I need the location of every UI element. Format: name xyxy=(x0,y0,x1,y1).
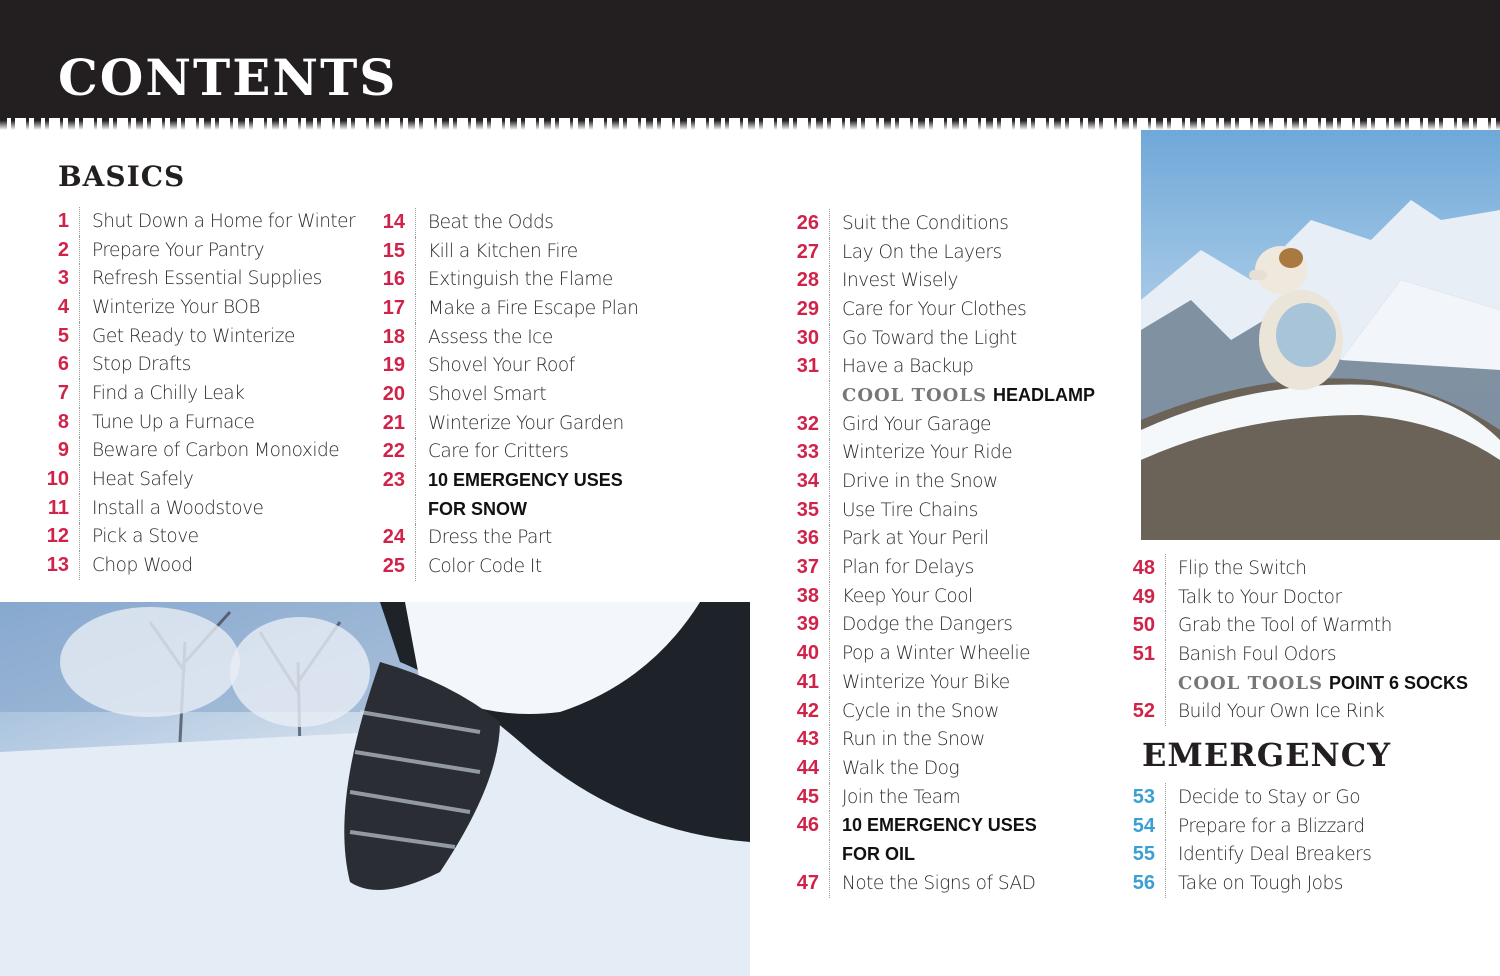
toc-entry[interactable] xyxy=(372,409,638,438)
entry-title: Dodge the Dangers xyxy=(842,614,1013,636)
entry-title: Get Ready to Winterize xyxy=(92,325,295,347)
toc-entry[interactable] xyxy=(1122,783,1371,812)
entry-title: Run in the Snow xyxy=(842,729,985,751)
page-number: 13 xyxy=(36,551,80,580)
page-number: 23 xyxy=(372,466,416,495)
page-number: 40 xyxy=(786,639,830,668)
entry-title: Stop Drafts xyxy=(92,354,191,376)
entry-title: Build Your Own Ice Rink xyxy=(1178,701,1385,723)
page-number: 37 xyxy=(786,553,830,582)
entry-title: Shovel Your Roof xyxy=(428,355,575,377)
toc-entry[interactable] xyxy=(372,552,638,581)
entry-title: Dress the Part xyxy=(428,527,552,549)
toc-entry[interactable] xyxy=(786,209,1095,238)
toc-entry[interactable] xyxy=(36,379,355,408)
toc-entry[interactable] xyxy=(786,410,1095,439)
page-number xyxy=(786,381,830,410)
page-number: 7 xyxy=(36,379,80,408)
toc-entry[interactable] xyxy=(786,324,1095,353)
entry-title: Prepare Your Pantry xyxy=(92,239,265,261)
toc-entry[interactable] xyxy=(1122,869,1371,898)
entry-title: Grab the Tool of Warmth xyxy=(1178,615,1392,637)
toc-entry[interactable] xyxy=(786,496,1095,525)
page-number: 34 xyxy=(786,467,830,496)
entry-title: Winterize Your Bike xyxy=(842,671,1010,693)
page-number: 51 xyxy=(1122,640,1166,669)
entry-title: Cycle in the Snow xyxy=(842,700,999,722)
toc-entry[interactable] xyxy=(36,322,355,351)
toc-entry[interactable] xyxy=(1122,669,1468,698)
page-number: 47 xyxy=(786,869,830,898)
toc-entry[interactable] xyxy=(372,323,638,352)
entry-title: Kill a Kitchen Fire xyxy=(428,240,578,262)
entry-title: Flip the Switch xyxy=(1178,557,1307,579)
page-number: 46 xyxy=(786,811,830,840)
toc-entry[interactable] xyxy=(786,553,1095,582)
toc-entry[interactable] xyxy=(36,523,355,552)
section-heading-emergency: EMERGENCY xyxy=(1142,736,1392,774)
toc-entry[interactable] xyxy=(36,437,355,466)
page-number: 2 xyxy=(36,236,80,265)
page-number: 56 xyxy=(1122,869,1166,898)
entry-title: Note the Signs of SAD xyxy=(842,872,1036,894)
page-number: 32 xyxy=(786,410,830,439)
toc-entry[interactable] xyxy=(786,525,1095,554)
toc-entry[interactable] xyxy=(786,783,1095,812)
page-number: 49 xyxy=(1122,583,1166,612)
page-number: 25 xyxy=(372,552,416,581)
page-number: 24 xyxy=(372,524,416,553)
entry-title: Have a Backup xyxy=(842,356,974,378)
page-number: 21 xyxy=(372,409,416,438)
cool-tools-label: COOL TOOLS xyxy=(842,384,988,406)
section-heading-basics: BASICS xyxy=(58,160,186,193)
entry-title: Gird Your Garage xyxy=(842,413,991,435)
toc-entry[interactable] xyxy=(786,639,1095,668)
entry-title: Winterize Your Ride xyxy=(842,442,1013,464)
page-number: 48 xyxy=(1122,554,1166,583)
entry-title: Prepare for a Blizzard xyxy=(1178,815,1365,837)
entry-title: FOR OIL xyxy=(842,843,915,864)
entry-title xyxy=(1166,673,1468,694)
entry-title: Make a Fire Escape Plan xyxy=(428,297,639,319)
page-number: 43 xyxy=(786,725,830,754)
toc-entry[interactable] xyxy=(1122,554,1468,583)
toc-entry[interactable] xyxy=(786,725,1095,754)
toc-column-emergency xyxy=(1122,783,1371,898)
grunge-border xyxy=(0,114,1500,130)
page-number: 8 xyxy=(36,408,80,437)
entry-title: Care for Critters xyxy=(428,441,569,463)
page-number: 26 xyxy=(786,209,830,238)
entry-title: Winterize Your BOB xyxy=(92,296,260,318)
entry-title: Winterize Your Garden xyxy=(428,412,624,434)
toc-entry[interactable] xyxy=(786,238,1095,267)
entry-title xyxy=(830,385,1095,406)
toc-entry[interactable] xyxy=(786,754,1095,783)
entry-title: Care for Your Clothes xyxy=(842,298,1027,320)
entry-title: Find a Chilly Leak xyxy=(92,382,245,404)
entry-title: Invest Wisely xyxy=(842,270,958,292)
toc-entry[interactable] xyxy=(786,697,1095,726)
toc-entry[interactable] xyxy=(1122,640,1468,669)
page-number: 1 xyxy=(36,207,80,236)
page-number: 16 xyxy=(372,265,416,294)
page-number: 12 xyxy=(36,523,80,552)
entry-title: Assess the Ice xyxy=(428,326,553,348)
entry-title: Keep Your Cool xyxy=(842,585,973,607)
toc-entry[interactable] xyxy=(786,582,1095,611)
page-number: 42 xyxy=(786,697,830,726)
toc-entry[interactable] xyxy=(1122,840,1371,869)
toc-entry[interactable] xyxy=(372,237,638,266)
photo-snow-tire xyxy=(0,602,750,976)
toc-entry[interactable] xyxy=(36,293,355,322)
page-number: 22 xyxy=(372,438,416,467)
entry-title: Chop Wood xyxy=(92,555,193,577)
page-number xyxy=(372,495,416,524)
toc-entry[interactable] xyxy=(36,236,355,265)
toc-entry[interactable] xyxy=(1122,812,1371,841)
entry-title: Shut Down a Home for Winter xyxy=(92,210,356,232)
toc-entry[interactable] xyxy=(372,294,638,323)
page-number: 10 xyxy=(36,465,80,494)
page-number: 30 xyxy=(786,324,830,353)
page-number: 27 xyxy=(786,238,830,267)
toc-entry[interactable] xyxy=(36,465,355,494)
entry-title: Heat Safely xyxy=(92,469,194,491)
page-number xyxy=(786,840,830,869)
toc-entry[interactable] xyxy=(372,524,638,553)
page-number: 44 xyxy=(786,754,830,783)
entry-title: Take on Tough Jobs xyxy=(1178,872,1343,894)
entry-title: Join the Team xyxy=(842,786,961,808)
page-number: 36 xyxy=(786,525,830,554)
toc-entry[interactable] xyxy=(786,295,1095,324)
entry-title: Use Tire Chains xyxy=(842,499,978,521)
toc-entry[interactable] xyxy=(36,207,355,236)
toc-entry[interactable] xyxy=(786,467,1095,496)
toc-entry[interactable] xyxy=(372,495,638,524)
page-title: CONTENTS xyxy=(58,48,398,107)
toc-entry[interactable] xyxy=(786,840,1095,869)
toc-entry[interactable] xyxy=(36,408,355,437)
entry-title: Talk to Your Doctor xyxy=(1178,586,1342,608)
page-number: 14 xyxy=(372,208,416,237)
page-number: 20 xyxy=(372,380,416,409)
entry-title: Install a Woodstove xyxy=(92,497,264,519)
page-number: 33 xyxy=(786,439,830,468)
page-number: 39 xyxy=(786,611,830,640)
entry-title: Drive in the Snow xyxy=(842,471,998,493)
toc-entry[interactable] xyxy=(1122,697,1468,726)
entry-title: Pop a Winter Wheelie xyxy=(842,643,1030,665)
toc-entry[interactable] xyxy=(372,351,638,380)
toc-entry[interactable] xyxy=(786,668,1095,697)
page-number: 45 xyxy=(786,783,830,812)
cool-tools-item: POINT 6 SOCKS xyxy=(1329,672,1469,693)
toc-entry[interactable] xyxy=(786,611,1095,640)
toc-entry[interactable] xyxy=(786,381,1095,410)
toc-column-4 xyxy=(1122,554,1468,726)
page-number: 29 xyxy=(786,295,830,324)
entry-title: Beware of Carbon Monoxide xyxy=(92,440,340,462)
entry-title: Pick a Stove xyxy=(92,526,199,548)
page-number: 53 xyxy=(1122,783,1166,812)
page-number: 15 xyxy=(372,237,416,266)
toc-entry[interactable] xyxy=(372,265,638,294)
page-number: 3 xyxy=(36,264,80,293)
entry-title: Tune Up a Furnace xyxy=(92,411,255,433)
toc-entry[interactable] xyxy=(372,208,638,237)
page-number: 6 xyxy=(36,350,80,379)
page-number: 18 xyxy=(372,323,416,352)
page-number: 31 xyxy=(786,352,830,381)
toc-entry[interactable] xyxy=(36,264,355,293)
page-number: 52 xyxy=(1122,697,1166,726)
entry-title: Go Toward the Light xyxy=(842,327,1017,349)
entry-title: 10 EMERGENCY USES xyxy=(428,470,623,491)
page-number: 38 xyxy=(786,582,830,611)
toc-entry[interactable] xyxy=(36,494,355,523)
page-number xyxy=(1122,669,1166,698)
toc-entry[interactable] xyxy=(372,466,638,495)
entry-title: Banish Foul Odors xyxy=(1178,643,1336,665)
entry-title: FOR SNOW xyxy=(428,498,527,519)
entry-title: Park at Your Peril xyxy=(842,528,989,550)
toc-entry[interactable] xyxy=(372,438,638,467)
toc-entry[interactable] xyxy=(786,352,1095,381)
toc-column-3 xyxy=(786,209,1095,898)
entry-title: Walk the Dog xyxy=(842,757,960,779)
toc-entry[interactable] xyxy=(786,439,1095,468)
page-number: 9 xyxy=(36,437,80,466)
toc-entry[interactable] xyxy=(372,380,638,409)
page-number: 5 xyxy=(36,322,80,351)
toc-entry[interactable] xyxy=(1122,583,1468,612)
entry-title: Plan for Delays xyxy=(842,557,974,579)
toc-entry[interactable] xyxy=(36,350,355,379)
page-number: 41 xyxy=(786,668,830,697)
cool-tools-label: COOL TOOLS xyxy=(1178,672,1324,694)
page-number: 50 xyxy=(1122,611,1166,640)
page-number: 11 xyxy=(36,494,80,523)
page-number: 4 xyxy=(36,293,80,322)
entry-title: Color Code It xyxy=(428,556,542,578)
photo-dog-on-mountain xyxy=(1141,130,1500,540)
page-number: 54 xyxy=(1122,812,1166,841)
entry-title: Refresh Essential Supplies xyxy=(92,268,322,290)
entry-title: Identify Deal Breakers xyxy=(1178,844,1372,866)
toc-column-2 xyxy=(372,208,638,581)
page-number: 17 xyxy=(372,294,416,323)
toc-entry[interactable] xyxy=(786,869,1095,898)
toc-column-1 xyxy=(36,207,355,580)
toc-entry[interactable] xyxy=(36,551,355,580)
page-number: 19 xyxy=(372,351,416,380)
toc-entry[interactable] xyxy=(786,266,1095,295)
cool-tools-item: HEADLAMP xyxy=(993,384,1096,405)
entry-title: Lay On the Layers xyxy=(842,241,1002,263)
entry-title: Decide to Stay or Go xyxy=(1178,786,1361,808)
page-number: 55 xyxy=(1122,840,1166,869)
entry-title: 10 EMERGENCY USES xyxy=(842,815,1037,836)
entry-title: Shovel Smart xyxy=(428,383,547,405)
entry-title: Suit the Conditions xyxy=(842,212,1009,234)
page-number: 28 xyxy=(786,266,830,295)
entry-title: Beat the Odds xyxy=(428,211,554,233)
toc-entry[interactable] xyxy=(786,811,1095,840)
page-number: 35 xyxy=(786,496,830,525)
entry-title: Extinguish the Flame xyxy=(428,269,613,291)
toc-entry[interactable] xyxy=(1122,611,1468,640)
